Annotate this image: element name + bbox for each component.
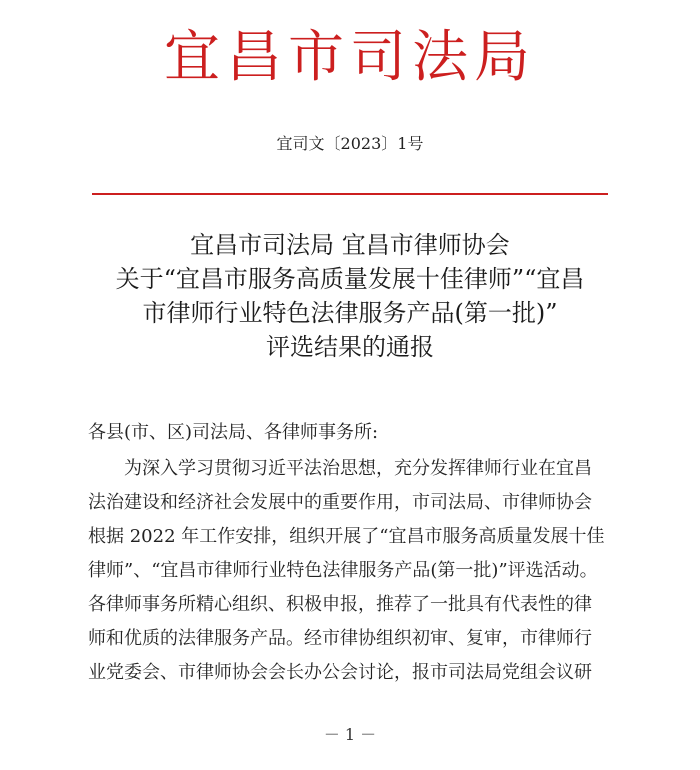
red-divider-line	[92, 193, 608, 195]
addressee: 各县(市、区)司法局、各律师事务所:	[88, 422, 379, 443]
notice-title-line: 宜昌市司法局 宜昌市律师协会	[190, 231, 510, 259]
page-number: － 1 －	[323, 725, 377, 744]
notice-title-line: 关于“宜昌市服务高质量发展十佳律师”“宜昌	[115, 265, 585, 293]
body-line: 法治建设和经济社会发展中的重要作用，市司法局、市律师协会	[88, 492, 592, 513]
document-number: 宜司文〔2023〕1号	[276, 134, 424, 153]
body-line: 律师”、“宜昌市律师行业特色法律服务产品(第一批)”评选活动。	[88, 560, 598, 581]
notice-title	[60, 228, 640, 364]
body-line: 业党委会、市律师协会会长办公会讨论，报市司法局党组会议研	[88, 662, 592, 683]
body-paragraph	[88, 452, 618, 690]
notice-title-line: 评选结果的通报	[266, 333, 434, 361]
notice-title-line: 市律师行业特色法律服务产品(第一批)”	[142, 299, 558, 327]
body-line: 为深入学习贯彻习近平法治思想，充分发挥律师行业在宜昌	[124, 458, 592, 479]
body-line: 根据 2022 年工作安排，组织开展了“宜昌市服务高质量发展十佳	[88, 526, 605, 547]
body-line: 各律师事务所精心组织、积极申报，推荐了一批具有代表性的律	[88, 594, 592, 615]
body-line: 师和优质的法律服务产品。经市律协组织初审、复审，市律师行	[88, 628, 592, 649]
agency-header-title: 宜昌市司法局	[164, 25, 536, 90]
